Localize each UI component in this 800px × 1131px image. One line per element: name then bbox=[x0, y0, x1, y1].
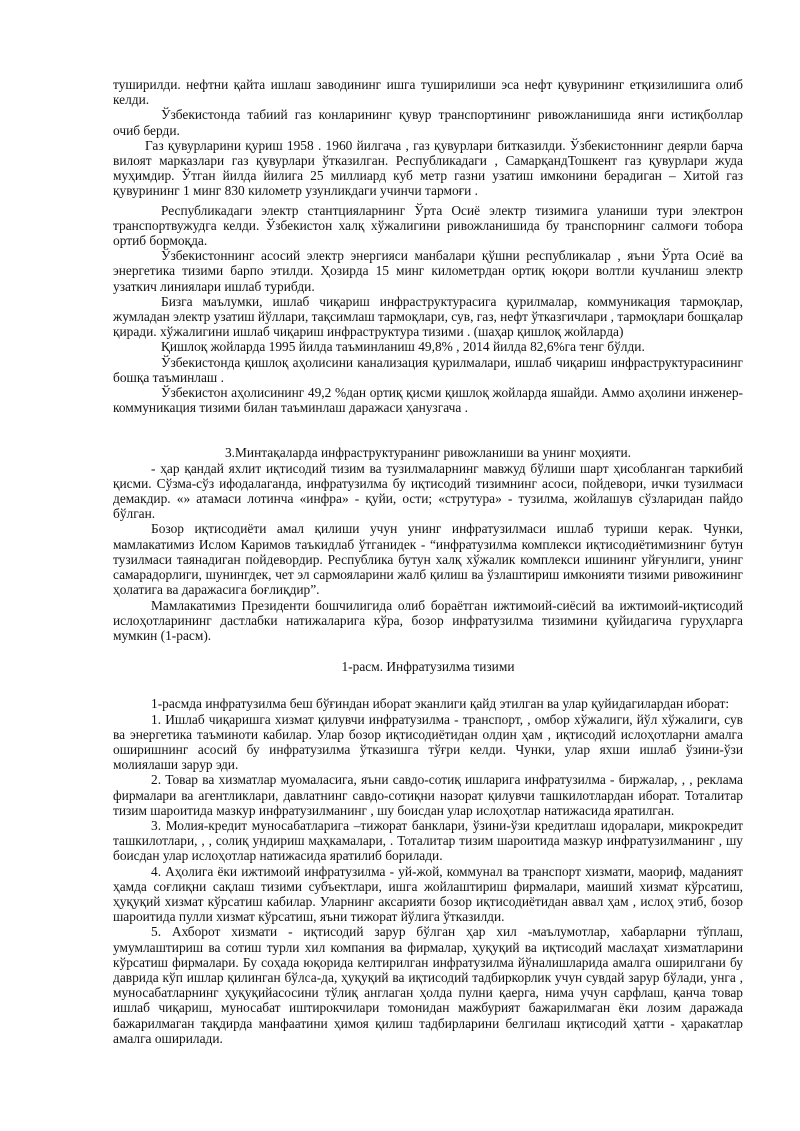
list-item-production: 1. Ишлаб чиқаришга хизмат қилувчи инфратузилма - транспорт, , омбор хўжалиги, йўл хўжалиги, сув ва энергетика таъминоти кабилар. Улар бозор иқтисодиётидан олдин ҳам , иқтисодий ислоҳотларни амалга оширишнинг асосий бу инфратузилма ўтказишга тўғри келди. Чунки, улар яхши ишлаб ўзини-ўзи молиялаши зарур эди. bbox=[113, 711, 743, 773]
paragraph-rural-sewage: Ўзбекистонда қишлоқ аҳолисини канализация қурилмалари, ишлаб чиқариш инфраструктурасининг бошқа таъминлаш . bbox=[113, 354, 743, 385]
list-item-finance: 3. Молия-кредит муносабатларига –тижорат банклари, ўзини-ўзи кредитлаш идоралари, микрокредит ташкилотлари, , , солиқ ундириш маҳкамалари, . Тоталитар тизим шароитида мазкур инфратузилманинг , шу боисдан улар ислоҳотлар натижасида яратилиб борилади. bbox=[113, 817, 743, 864]
paragraph-infrastructure-known: Бизга маълумки, ишлаб чиқариш инфраструктурасига қурилмалар, коммуникация тармоқлар, жумладан электр узатиш йўллари, тақсимлаш тармоқлари, сув, газ, нефт ўтказгичлари , тармоқлари бошқалар қиради. хўжалигини ишлаб чиқариш инфраструктура тизими . (шаҳар қишлоқ жойларда) bbox=[113, 293, 744, 340]
list-item-social: 4. Аҳолига ёки ижтимоий инфратузилма - уй-жой, коммунал ва транспорт хизмати, маориф, маданият ҳамда соғлиқни сақлаш тизими субъектлари, ишга жойлаштириш фирмалари, маиший хизмат кўрсатиш, ҳуқуқий хизмат кўрсатиш кабилар. Уларнинг аксарияти бозор иқтисодиётидан аввал ҳам , ислоҳ этиб, бозор шароитида пулли хизмат кўрсатиш, яъни тижорат йўлига ўтказилди. bbox=[113, 863, 743, 925]
list-item-trade: 2. Товар ва хизматлар муомаласига, яъни савдо-сотиқ ишларига инфратузилма - биржалар, , , реклама фирмалари ва агентликлари, давлатнинг савдо-сотиқни назорат қилувчи ташкилотлардан иборат. Тоталитар тизим шароитида мазкур инфратузилманинг , шу боисдан улар ислоҳотлар натижасида яратилган. bbox=[113, 772, 743, 818]
paragraph-president-reforms: Мамлакатимиз Президенти бошчилигида олиб бораётган ижтимоий-сиёсий ва ижтимоий-иқтисодий ислоҳотларининг дастлабки натижаларига кўра, бозор инфратузилма тизимини қуйидагича гуруҳларга мумкин (1-расм). bbox=[113, 597, 743, 643]
paragraph-definition: - ҳар қандай яхлит иқтисодий тизим ва тузилмаларнинг мавжуд бўлиши шарт ҳисобланган таркибий қисми. Сўзма-сўз ифодалаганда, инфратузилма бу иқтисодий тизимнинг асоси, пойдевори, ички тузилмаси демакдир. «» атамаси лотинча «инфра» - қуйи, ости; «струтура» - тузилма, жойлашув сўзларидан пайдо бўлган. bbox=[113, 460, 743, 522]
paragraph-five-parts: 1-расмда инфратузилма беш бўғиндан иборат эканлиги қайд этилган ва улар қуйидагилардан иборат: bbox=[151, 696, 730, 712]
paragraph-oil-refinery: туширилди. нефтни қайта ишлаш заводининг ишга туширилиши эса нефт қувурининг етқизилишига олиб келди. bbox=[113, 77, 743, 108]
list-item-information: 5. Ахборот хизмати - иқтисодий зарур бўлган ҳар хил -маълумотлар, хабарларни тўплаш, умумлаштириш ва сотиш турли хил компания ва фирмалар, ҳуқуқий ва иқтисодий маслаҳат хизматларини кўрсатиш фирмалари. Бу соҳада юқорида келтирилган инфратузилма йўналишларида амалга оширилгани бу даврида кўп ишлар қилинган бўлса-да, ҳуқуқий ва иқтисодий тадбиркорлик учун сувдай зарур бўлади, унга , муносабатларнинг ҳуқуқийасосини тўлиқ англаган ҳолда пулни қаерга, нима учун сарфлаш, қанча товар ишлаб чиқариш, муносабат иштирокчилари томонидан мажбурият бажарилмаган ёки лозим даражада бажарилмаган тақдирда манфаатини ҳимоя қилиш тадбирларини белгилаш иқтисодий ҳатти - ҳаракатлар амалга оширилади. bbox=[113, 924, 743, 1046]
paragraph-gas-pipelines: Газ қувурларини қуриш 1958 . 1960 йилгача , газ қувурлари битказилди. Ўзбекистоннинг деярли барча вилоят марказлари газ қувурлари ўтказилган. Республикадаги , СамарқандТошкент газ қувурлари жуда муҳимдир. Ўтган йилда йилига 25 миллиард куб метр газни узатиш имконини берадиган – Хитой газ қувурининг 1 минг 830 километр узунликдаги учинчи тармоғи . bbox=[113, 137, 743, 199]
paragraph-rural-supply: Қишлоқ жойларда 1995 йилда таъминланиш 49,8% , 2014 йилда 82,6%га тенг бўлди. bbox=[161, 339, 645, 355]
figure-caption: 1-расм. Инфратузилма тизими bbox=[341, 659, 515, 675]
paragraph-population-rural: Ўзбекистон аҳолисининг 49,2 %дан ортиқ қисми қишлоқ жойларда яшайди. Аммо аҳолини инженер-коммуникация тизими билан таъминлаш даражаси ҳанузгача . bbox=[113, 385, 743, 416]
section-heading: 3.Минтақаларда инфраструктуранинг ривожланиши ва унинг моҳияти. bbox=[224, 445, 632, 461]
paragraph-electric-energy: Ўзбекистоннинг асосий электр энергияси манбалари қўшни республикалар , яъни Ўрта Осиё ва энергетика тизими барпо этилди. Ҳозирда 15 минг километрдан ортиқ юқори волтли кучланиш электр узаткич линиялари ишлаб турибди. bbox=[113, 248, 743, 294]
paragraph-gas-prospects: Ўзбекистонда табиий газ конларининг қувур транспортининг ривожланишида янги истиқболлар очиб берди. bbox=[113, 107, 743, 138]
paragraph-market-economy: Бозор иқтисодиёти амал қилиши учун унинг инфратузилмаси ишлаб туриши керак. Чунки, мамлакатимиз Ислом Каримов таъкидлаб ўтганидек - “инфратузилма комплекси иқтисодиётимизнинг бутун тузилмаси таянадиган пойдевордир. Республика бутун халқ хўжалик комплекси ишининг уйғунлиги, унинг самарадорлиги, шунингдек, чет эл сармояларини жалб қилиш ва ўзлаштириш имконияти тизими ривожининг ҳолатига ва даражасига боғлиқдир”. bbox=[113, 521, 743, 598]
paragraph-electric-transport: Республикадаги электр стантцияларнинг Ўрта Осиё электр тизимига уланиши тури электрон транспортвужудга келди. Ўзбекистон халқ хўжалигини ривожланишида бу транспорнинг салмоғи тобора ортиб бормоқда. bbox=[113, 202, 743, 249]
